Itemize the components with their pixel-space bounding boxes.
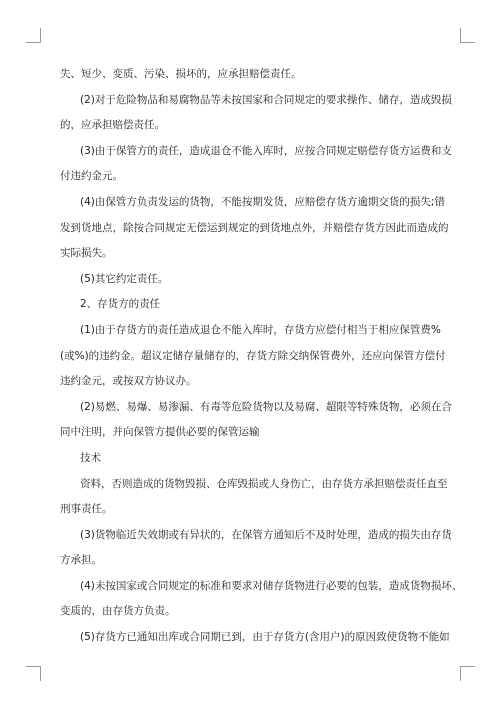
text-line: (4)未按国家或合同规定的标准和要求对储存货物进行必要的包装，造成货物损坏、 (80, 579, 463, 592)
text-line: (5)存货方已通知出库或合同期已到，由于存货方(含用户)的原因致使货物不能如 (80, 631, 450, 644)
text-line: 付违约金元。 (60, 170, 123, 183)
text-line: 发到货地点，除按合同规定无偿运到规定的到货地点外，并赔偿存货方因此而造成的 (60, 221, 449, 234)
text-line: 实际损失。 (60, 247, 113, 260)
text-line: (2)易燃、易爆、易渗漏、有毒等危险货物以及易腐、超限等特殊货物，必须在合 (80, 400, 452, 413)
text-line: 违约金元，或按双方协议办。 (60, 375, 197, 388)
crop-mark-top-right (460, 28, 475, 43)
crop-mark-bottom-right (460, 666, 475, 681)
text-line: 的，应承担赔偿责任。 (60, 119, 165, 132)
text-line: (4)由保管方负责发运的货物，不能按期发货，应赔偿存货方逾期交货的损失;错 (80, 195, 445, 208)
text-line: (3)由于保管方的责任，造成退仓不能入库时，应按合同规定赔偿存货方运费和支 (80, 144, 452, 157)
text-line: (2)对于危险物品和易腐物品等未按国家和合同规定的要求操作、储存，造成毁损 (80, 93, 452, 106)
text-line: (或%)的违约金。超议定储存量储存的，存货方除交纳保管费外，还应向保管方偿付 (60, 349, 446, 362)
text-line: (3)货物临近失效期或有异状的，在保管方通知后不及时处理，造成的损失由存货 (80, 528, 452, 541)
text-line: (5)其它约定责任。 (80, 272, 169, 285)
text-line: 刑事责任。 (60, 503, 113, 516)
text-line: 技术 (80, 451, 101, 464)
crop-mark-top-left (26, 28, 41, 43)
text-line: 2、存货方的责任 (80, 298, 161, 311)
text-line: 方承担。 (60, 554, 102, 567)
text-line: 资料，否则造成的货物毁损、仓库毁损或人身伤亡，由存货方承担赔偿责任直至 (80, 477, 448, 490)
text-line: (1)由于存货方的责任造成退仓不能入库时，存货方应偿付相当于相应保管费% (80, 323, 441, 336)
text-line: 变质的，由存货方负责。 (60, 605, 176, 618)
document-body (60, 62, 463, 651)
text-line: 失、短少、变质、污染、损坏的，应承担赔偿责任。 (60, 68, 302, 80)
crop-mark-bottom-left (26, 666, 41, 681)
text-line: 同中注明，并向保管方提供必要的保管运输 (60, 426, 260, 439)
